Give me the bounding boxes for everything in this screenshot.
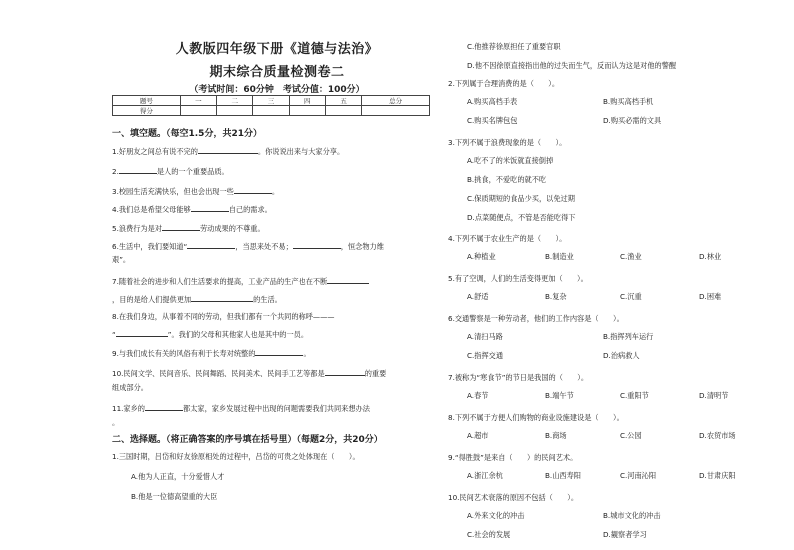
score-table-header-cell: 二 <box>217 96 253 106</box>
choice-option: A.外来文化的冲击 <box>467 511 525 520</box>
score-table-header-cell: 一 <box>180 96 216 106</box>
answer-blank[interactable] <box>191 203 229 212</box>
choice-question: 9.“得胜鼓”是来自（ ）的民间艺术。 <box>448 453 578 462</box>
choice-question: 2.下列属于合理消费的是（ ）。 <box>448 79 560 88</box>
question-1: 1.三国时期，吕岱和好友徐原相处的过程中，吕岱的可贵之处体现在（ ）。 <box>112 452 360 461</box>
choice-question: 8.下列不属于方便人们购物的商业设施建设是（ ）。 <box>448 413 624 422</box>
choice-option: A.超市 <box>467 431 489 440</box>
choice-option: A.购买高档手表 <box>467 97 518 106</box>
choice-question: 5.有了空调，人们的生活变得更加（ ）。 <box>448 274 588 283</box>
choice-question: 4.下列不属于农业生产的是（ ）。 <box>448 234 567 243</box>
fill-blank-line: ，目的是给人们提供更加 的生活。 <box>112 295 282 304</box>
choice-option: C.公园 <box>620 431 642 440</box>
score-table-header-cell: 题号 <box>113 96 181 106</box>
score-cell[interactable] <box>289 106 325 116</box>
fill-blank-line: 6.生活中，我们要知道“ ，当思来处不易； ，恒念物力维 <box>112 242 384 251</box>
choice-option: D.购买必需的文具 <box>603 116 662 125</box>
score-table-header-cell: 五 <box>325 96 361 106</box>
choice-option: B.端午节 <box>545 391 574 400</box>
choice-option: C.保质期短的食品少买，以免过期 <box>467 194 575 203</box>
answer-blank[interactable] <box>293 240 341 249</box>
fill-blank-line: 5.浪费行为是对 劳动成果的不尊重。 <box>112 224 265 233</box>
answer-blank[interactable] <box>119 165 157 174</box>
choice-option: D.甘肃庆阳 <box>699 471 736 480</box>
score-cell[interactable] <box>217 106 253 116</box>
score-table <box>112 95 430 116</box>
choice-option: D.点菜随便点，不管是否能吃得下 <box>467 213 576 222</box>
answer-blank[interactable] <box>325 367 365 376</box>
section1-title: 一、填空题。（每空1.5分，共21分） <box>112 129 262 139</box>
choice-option: B.指挥列车运行 <box>603 332 654 341</box>
score-table-row-label: 得分 <box>113 106 181 116</box>
choice-option: D.困难 <box>699 292 722 301</box>
answer-blank[interactable] <box>187 240 235 249</box>
score-table-header-cell: 四 <box>289 96 325 106</box>
choice-option: A.清扫马路 <box>467 332 503 341</box>
choice-option: B.制造业 <box>545 252 574 261</box>
fill-blank-line: 。 <box>112 418 120 427</box>
choice-option: B.商场 <box>545 431 567 440</box>
choice-option: A.种植业 <box>467 252 496 261</box>
choice-option: A.浙江余杭 <box>467 471 503 480</box>
score-cell[interactable] <box>180 106 216 116</box>
fill-blank-line: 10.民间文学、民间音乐、民间舞蹈、民间美术、民间手工艺等都是 的重要 <box>112 369 387 378</box>
choice-question: 3.下列不属于浪费现象的是（ ）。 <box>448 138 567 147</box>
choice-option: B.挑食，不爱吃的就不吃 <box>467 175 547 184</box>
choice-option: C.沉重 <box>620 292 642 301</box>
fill-blank-line: 1.好朋友之间总有说不完的 。你说说出来与大家分享。 <box>112 147 345 156</box>
answer-blank[interactable] <box>191 293 253 302</box>
choice-option: C.河南沁阳 <box>620 471 657 480</box>
choice-option: A.吃不了的米饭就直接倒掉 <box>467 156 554 165</box>
choice-option: C.重阳节 <box>620 391 649 400</box>
fill-blank-line: 4.我们总是希望父母能够 自己的需求。 <box>112 205 272 214</box>
score-cell[interactable] <box>325 106 361 116</box>
choice-option: D.清明节 <box>699 391 729 400</box>
choice-option: D.観察者学习 <box>603 530 647 539</box>
choice-question: 10.民间艺术衰落的原因不包括（ ）。 <box>448 493 579 502</box>
exam-title: 人教版四年级下册《道德与法治》 <box>175 42 379 57</box>
answer-blank[interactable] <box>198 145 258 154</box>
fill-blank-line: “ ”。我们的父母和其他家人也是其中的一员。 <box>112 330 309 339</box>
score-table-header-row <box>113 96 430 106</box>
choice-option: C.社会的发展 <box>467 530 511 539</box>
choice-option: B.复杂 <box>545 292 567 301</box>
choice-question: 7.被称为“寒食节”的节日是我国的（ ）。 <box>448 373 589 382</box>
answer-blank[interactable] <box>145 402 183 411</box>
score-cell[interactable] <box>253 106 289 116</box>
fill-blank-line: 3.校园生活充满快乐，但也会出现一些 。 <box>112 187 280 196</box>
answer-blank[interactable] <box>255 347 303 356</box>
question-1-option-d: D.他不因徐原直接指出他的过失而生气，反而认为这是对他的警醒 <box>467 61 677 70</box>
section2-title: 二、选择题。（将正确答案的序号填在括号里）（每题2分，共20分） <box>112 435 383 445</box>
choice-option: C.指挥交通 <box>467 351 504 360</box>
fill-blank-line: 7.随着社会的进步和人们生活要求的提高，工业产品的生产也在不断 <box>112 275 369 287</box>
score-table-header-cell: 总分 <box>362 96 430 106</box>
choice-option: B.购买高档手机 <box>603 97 654 106</box>
score-table-header-cell: 三 <box>253 96 289 106</box>
answer-blank[interactable] <box>116 328 168 337</box>
fill-blank-line: 艰”。 <box>112 255 131 264</box>
exam-info: （考试时间：60分钟 考试分值：100分） <box>189 85 365 95</box>
question-1-option-a: A.他为人正直，十分爱惜人才 <box>131 472 225 481</box>
question-1-option-c: C.他推荐徐原担任了重要官职 <box>467 42 561 51</box>
choice-option: C.渔业 <box>620 252 642 261</box>
fill-blank-line: 11.家乡的 都太家，家乡发展过程中出现的问题需要我们共同来想办法 <box>112 404 370 413</box>
fill-blank-line: 2. 是人的一个重要品质。 <box>112 167 229 176</box>
choice-question: 6.交通警察是一种劳动者，他们的工作内容是（ ）。 <box>448 314 624 323</box>
answer-blank[interactable] <box>234 185 272 194</box>
choice-option: D.治病救人 <box>603 351 640 360</box>
choice-option: D.林业 <box>699 252 722 261</box>
score-cell[interactable] <box>362 106 430 116</box>
fill-blank-line: 组成部分。 <box>112 383 148 392</box>
fill-blank-line: 9.与我们成长有关的风俗有利于长寿对统整的 。 <box>112 349 311 358</box>
score-table-score-row <box>113 106 430 116</box>
fill-blank-line: 8.在我们身边，从事着不同的劳动，但我们都有一个共同的称呼——— <box>112 312 335 321</box>
choice-option: C.购买名牌包包 <box>467 116 518 125</box>
question-1-option-b: B.他是一位德高望重的大臣 <box>131 492 218 501</box>
answer-blank[interactable] <box>162 222 200 231</box>
choice-option: A.舒适 <box>467 292 489 301</box>
choice-option: B.城市文化的冲击 <box>603 511 661 520</box>
exam-subtitle: 期末综合质量检测卷二 <box>209 65 345 80</box>
choice-option: A.春节 <box>467 391 489 400</box>
choice-option: D.农贸市场 <box>699 431 736 440</box>
answer-blank[interactable] <box>327 275 369 284</box>
choice-option: B.山西寿阳 <box>545 471 581 480</box>
